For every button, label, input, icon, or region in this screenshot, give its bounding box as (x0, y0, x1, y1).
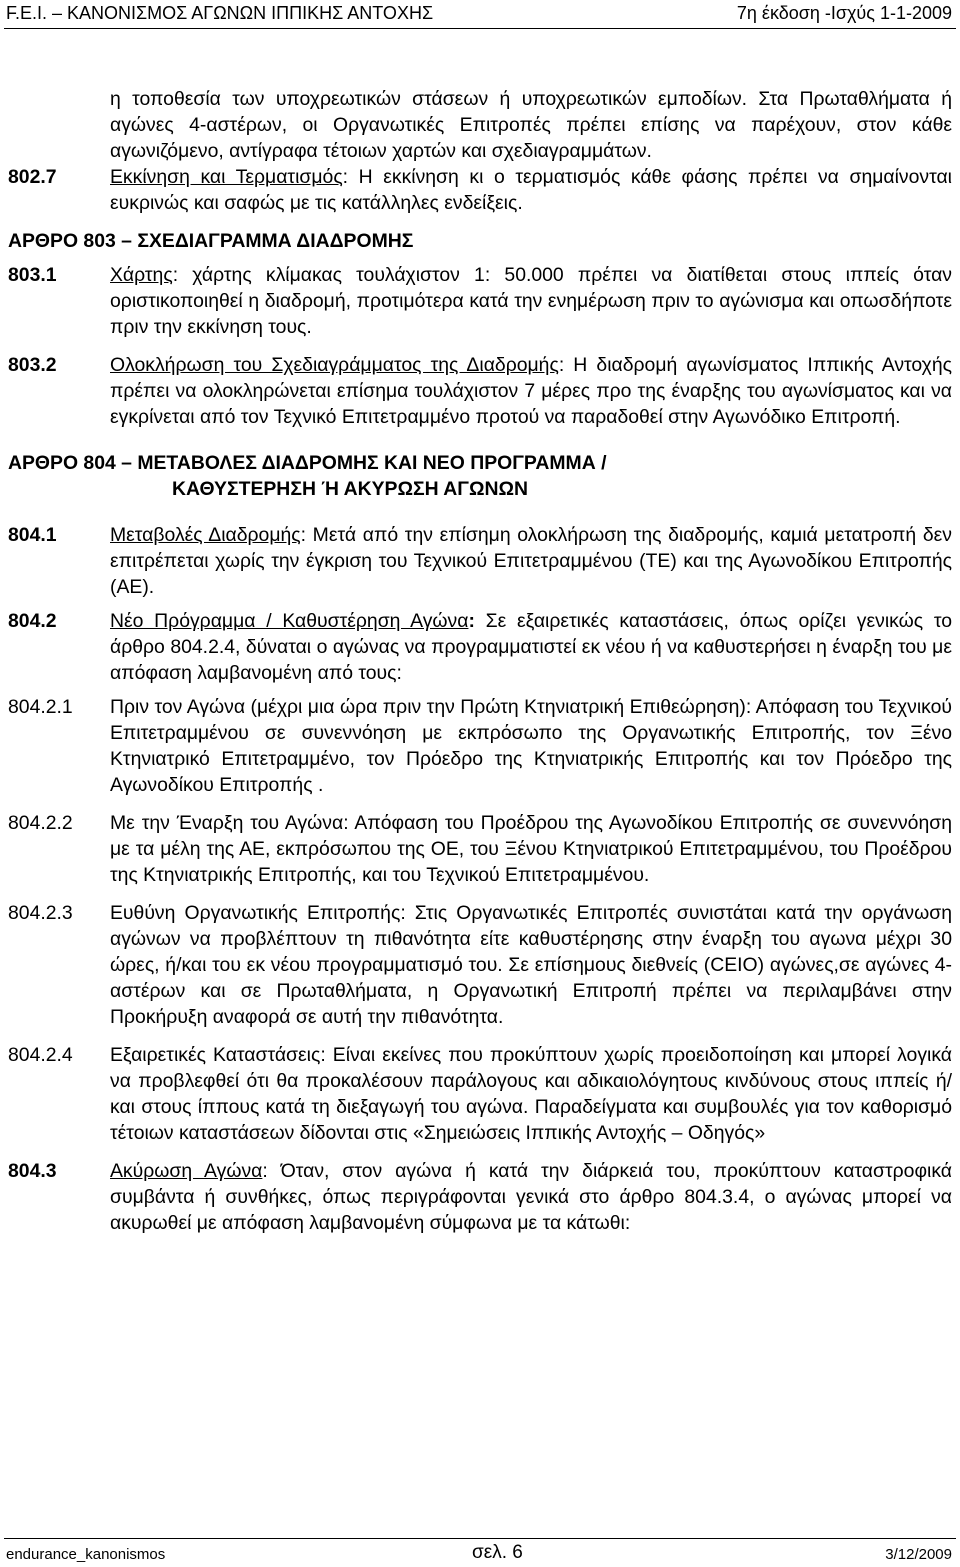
paragraph-text: η τοποθεσία των υποχρεωτικών στάσεων ή υποχρεωτικών εμποδίων. Στα Πρωταθλήματα ή αγώνες 4-αστέρων, οι Οργανωτικές Επιτροπές πρέπει επίσης να παρέχουν, στον κάθε αγωνιζόμενο, αντίγραφα τέτοιων χαρτών και σχεδιαγραμμάτων. (110, 88, 952, 162)
section-804-2-3 (8, 900, 952, 1030)
paragraph-intro (8, 86, 952, 164)
section-text: : Μετά από την επίσημη ολοκλήρωση της διαδρομής, καμιά μετατροπή δεν επιτρέπεται χωρίς την έγκριση του Τεχνικού Επιτετραμμένου (ΤΕ) και της Αγωνοδίκου Επιτροπής (ΑΕ). (110, 524, 952, 598)
section-text: Σε εξαιρετικές καταστάσεις, όπως ορίζει γενικώς το άρθρο 804.2.4, δύναται ο αγώνας να προγραμματιστεί εκ νέου ή να καθυστερήσει η έναρξη του με απόφαση λαμβανομένη από τους: (110, 610, 952, 684)
section-text: Εξαιρετικές Καταστάσεις: Είναι εκείνες που προκύπτουν χωρίς προειδοποίηση και μπορεί λογικά να προβλεφθεί ότι θα προκαλέσουν παράλογους και αδικαιολόγητους κινδύνους στους ιππείς ή/και στους ίππους κατά τη διεξαγωγή του αγώνα. Παραδείγματα και συμβουλές για τον καθορισμό τέτοιων καταστάσεων δίδονται στις «Σημειώσεις Ιππικής Αντοχής – Οδηγός» (110, 1044, 952, 1144)
article-804-heading-line2: ΚΑΘΥΣΤΕΡΗΣΗ Ή ΑΚΥΡΩΣΗ ΑΓΩΝΩΝ (172, 478, 529, 500)
section-text: Ευθύνη Οργανωτικής Επιτροπής: Στις Οργανωτικές Επιτροπές συνιστάται κατά την οργάνωση αγώνων να προβλέπτουν τη πιθανότητα είτε καθυστέρησης στην έναρξη του αγωνα μέχρι 30 ώρες, ή/και του εκ νέου προγραμματισμό του. Σε επίσημους διεθνείς (CEIO) αγώνες,σε αγώνες 4-αστέρων και σε Πρωταθλήματα, η Οργανωτική Επιτροπή πρέπει να περιλαμβάνει στην Προκήρυξη αναφορά σε αυτή την πιθανότητα. (110, 902, 952, 1028)
section-802-7 (8, 164, 952, 216)
page-header (0, 0, 960, 26)
section-title: Εκκίνηση και Τερματισμός (110, 166, 343, 188)
section-number: 804.3 (8, 1160, 57, 1182)
article-803-heading: ΑΡΘΡΟ 803 – ΣΧΕΔΙΑΓΡΑΜΜΑ ΔΙΑΔΡΟΜΗΣ (8, 230, 414, 252)
footer-date: 3/12/2009 (885, 1546, 952, 1563)
page-footer (0, 1538, 960, 1566)
section-colon: : (468, 610, 475, 632)
section-number: 804.2.1 (8, 696, 73, 718)
section-number: 804.2.4 (8, 1044, 73, 1066)
article-804-heading-line1: ΑΡΘΡΟ 804 – ΜΕΤΑΒΟΛΕΣ ΔΙΑΔΡΟΜΗΣ ΚΑΙ ΝΕΟ ΠΡΟΓΡΑΜΜΑ / (8, 452, 607, 474)
section-number: 803.2 (8, 354, 57, 376)
document-body (8, 86, 952, 1236)
section-number: 803.1 (8, 264, 57, 286)
footer-filename: endurance_kanonismos (6, 1546, 166, 1563)
section-803-2 (8, 352, 952, 430)
section-text: Με την Έναρξη του Αγώνα: Απόφαση του Προέδρου της Αγωνοδίκου Επιτροπής σε συνεννόηση με τα μέλη της ΑΕ, εκπρόσωπου της ΟΕ, του Ξένου Κτηνιατρικού Επιτετραμμένου, του Προέδρου της Κτηνιατρικής Επιτροπής, και του Τεχνικού Επιτετραμμένου. (110, 812, 952, 886)
section-text: : Η εκκίνηση κι ο τερματισμός κάθε φάσης πρέπει να σημαίνονται ευκρινώς και σαφώς με τις κατάλληλες ενδείξεις. (110, 166, 952, 214)
footer-rule (4, 1538, 956, 1539)
section-text: Πριν τον Αγώνα (μέχρι μια ώρα πριν την Πρώτη Κτηνιατρική Επιθεώρηση): Απόφαση του Τεχνικού Επιτετραμμένου σε συνεννόηση με εκπρόσωπο της Οργανωτικής Επιτροπής, τον Ξένο Κτηνιατρικό Επιτετραμμένο, τον Πρόεδρο της Κτηνιατρικής Επιτροπής και τον Πρόεδρο της Αγωνοδίκου Επιτροπής . (110, 696, 952, 796)
section-text: : χάρτης κλίμακας τουλάχιστον 1: 50.000 πρέπει να διατίθεται στους ιππείς όταν οριστικοποιηθεί η διαδρομή, προτιμότερα κατά την ενημέρωση πριν το αγώνισμα και οπωσδήποτε πριν την εκκίνηση τους. (110, 264, 952, 338)
section-804-3 (8, 1158, 952, 1236)
section-title: Ολοκλήρωση του Σχεδιαγράμματος της Διαδρομής (110, 354, 559, 376)
section-number: 802.7 (8, 166, 57, 188)
section-title: Χάρτης (110, 264, 173, 286)
section-number: 804.1 (8, 524, 57, 546)
section-number: 804.2 (8, 610, 57, 632)
section-804-2-1 (8, 694, 952, 798)
header-title: F.E.I. – ΚΑΝΟΝΙΣΜΟΣ ΑΓΩΝΩΝ ΙΠΠΙΚΗΣ ΑΝΤΟΧΗΣ (6, 3, 434, 23)
section-804-2-2 (8, 810, 952, 888)
section-803-1 (8, 262, 952, 340)
section-number: 804.2.3 (8, 902, 73, 924)
section-804-2-4 (8, 1042, 952, 1146)
section-title: Ακύρωση Αγώνα (110, 1160, 263, 1182)
section-804-2 (8, 608, 952, 686)
section-number: 804.2.2 (8, 812, 73, 834)
section-text: : Η διαδρομή αγωνίσματος Ιππικής Αντοχής πρέπει να ολοκληρώνεται επίσημα τουλάχιστον 7 μέρες προ της έναρξης του αγωνίσματος και να εγκρίνεται από τον Τεχνικό Επιτετραμμένο προτού να παραδοθεί στην Αγωνόδικο Επιτροπή. (110, 354, 952, 428)
section-text: : Όταν, στον αγώνα ή κατά την διάρκειά του, προκύπτουν καταστροφικά συμβάντα ή συνθήκες, όπως περιγράφονται γενικά στο άρθρο 804.3.4, ο αγώνας μπορεί να ακυρωθεί με απόφαση λαμβανομένη σύμφωνα με τα κάτωθι: (110, 1160, 952, 1234)
article-804-heading (8, 450, 952, 502)
header-edition: 7η έκδοση -Ισχύς 1-1-2009 (736, 3, 952, 23)
section-804-1 (8, 522, 952, 600)
section-title: Νέο Πρόγραμμα / Καθυστέρηση Αγώνα (110, 610, 469, 632)
section-title: Μεταβολές Διαδρομής (110, 524, 301, 546)
header-rule (4, 28, 956, 29)
footer-page-number: σελ. 6 (472, 1542, 523, 1563)
